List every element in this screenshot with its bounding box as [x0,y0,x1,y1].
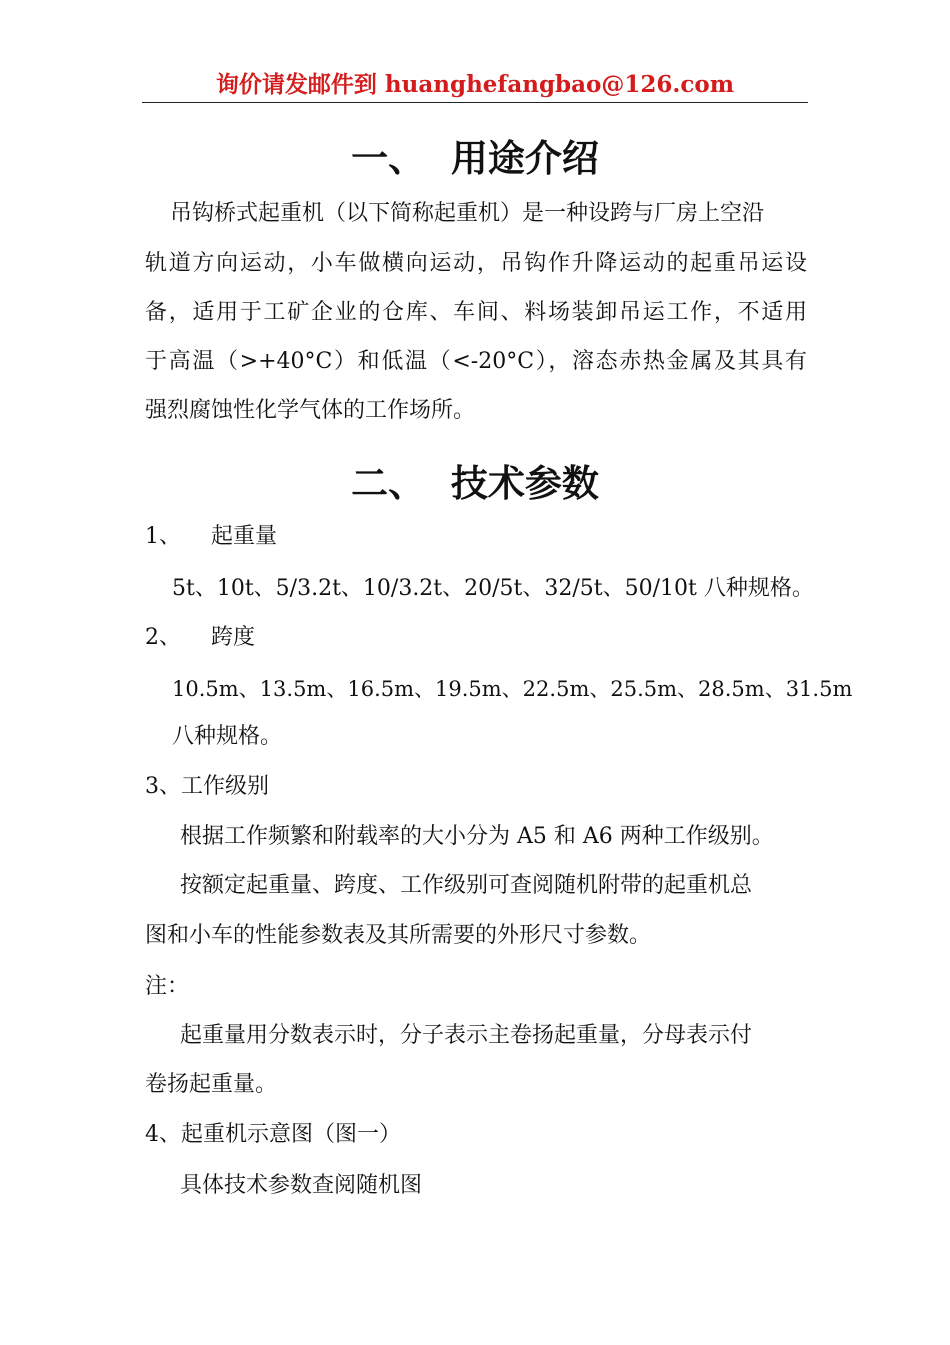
item-2-number: 2、 [145,625,181,650]
item-3-label: 3、工作级别 [145,774,269,799]
section-1-line-2: 轨道方向运动，小车做横向运动，吊钩作升降运动的起重吊运设 [145,251,807,276]
section-2-title: 二、 技术参数 [351,462,599,505]
item-3-text-2-line-1: 按额定起重量、跨度、工作级别可查阅随机附带的起重机总 [180,873,753,898]
item-3-text-2-line-2: 图和小车的性能参数表及其所需要的外形尺寸参数。 [145,923,652,948]
item-1-number: 1、 [145,524,181,549]
item-4-text: 具体技术参数查阅随机图 [180,1173,423,1198]
note-line-1: 起重量用分数表示时，分子表示主卷扬起重量，分母表示付 [180,1023,753,1048]
header-contact-text: 询价请发邮件到 huanghefangbao@126.com [215,71,735,98]
section-1-line-1: 吊钩桥式起重机（以下简称起重机）是一种设跨与厂房上空沿 [170,201,765,226]
item-3-text-1: 根据工作频繁和附载率的大小分为 A5 和 A6 两种工作级别。 [180,824,774,849]
section-1-line-3: 备，适用于工矿企业的仓库、车间、料场装卸吊运工作，不适用 [145,300,807,325]
item-1-text: 5t、10t、5/3.2t、10/3.2t、20/5t、32/5t、50/10t 八种规格。 [172,576,814,601]
note-line-2: 卷扬起重量。 [145,1072,278,1097]
note-label: 注： [145,974,190,999]
section-1-line-5: 强烈腐蚀性化学气体的工作场所。 [145,398,476,423]
section-1-line-4: 于高温（>+40°C）和低温（<-20°C），溶态赤热金属及其具有 [145,349,807,374]
item-1-label: 起重量 [211,524,278,549]
item-2-text-line-2: 八种规格。 [172,724,283,749]
section-1-title: 一、 用途介绍 [351,137,599,180]
item-4-label: 4、起重机示意图（图一） [145,1122,401,1147]
header-divider [142,102,808,103]
item-2-text-line-1: 10.5m、13.5m、16.5m、19.5m、22.5m、25.5m、28.5m、31.5m [172,677,853,701]
item-2-label: 跨度 [211,625,256,650]
